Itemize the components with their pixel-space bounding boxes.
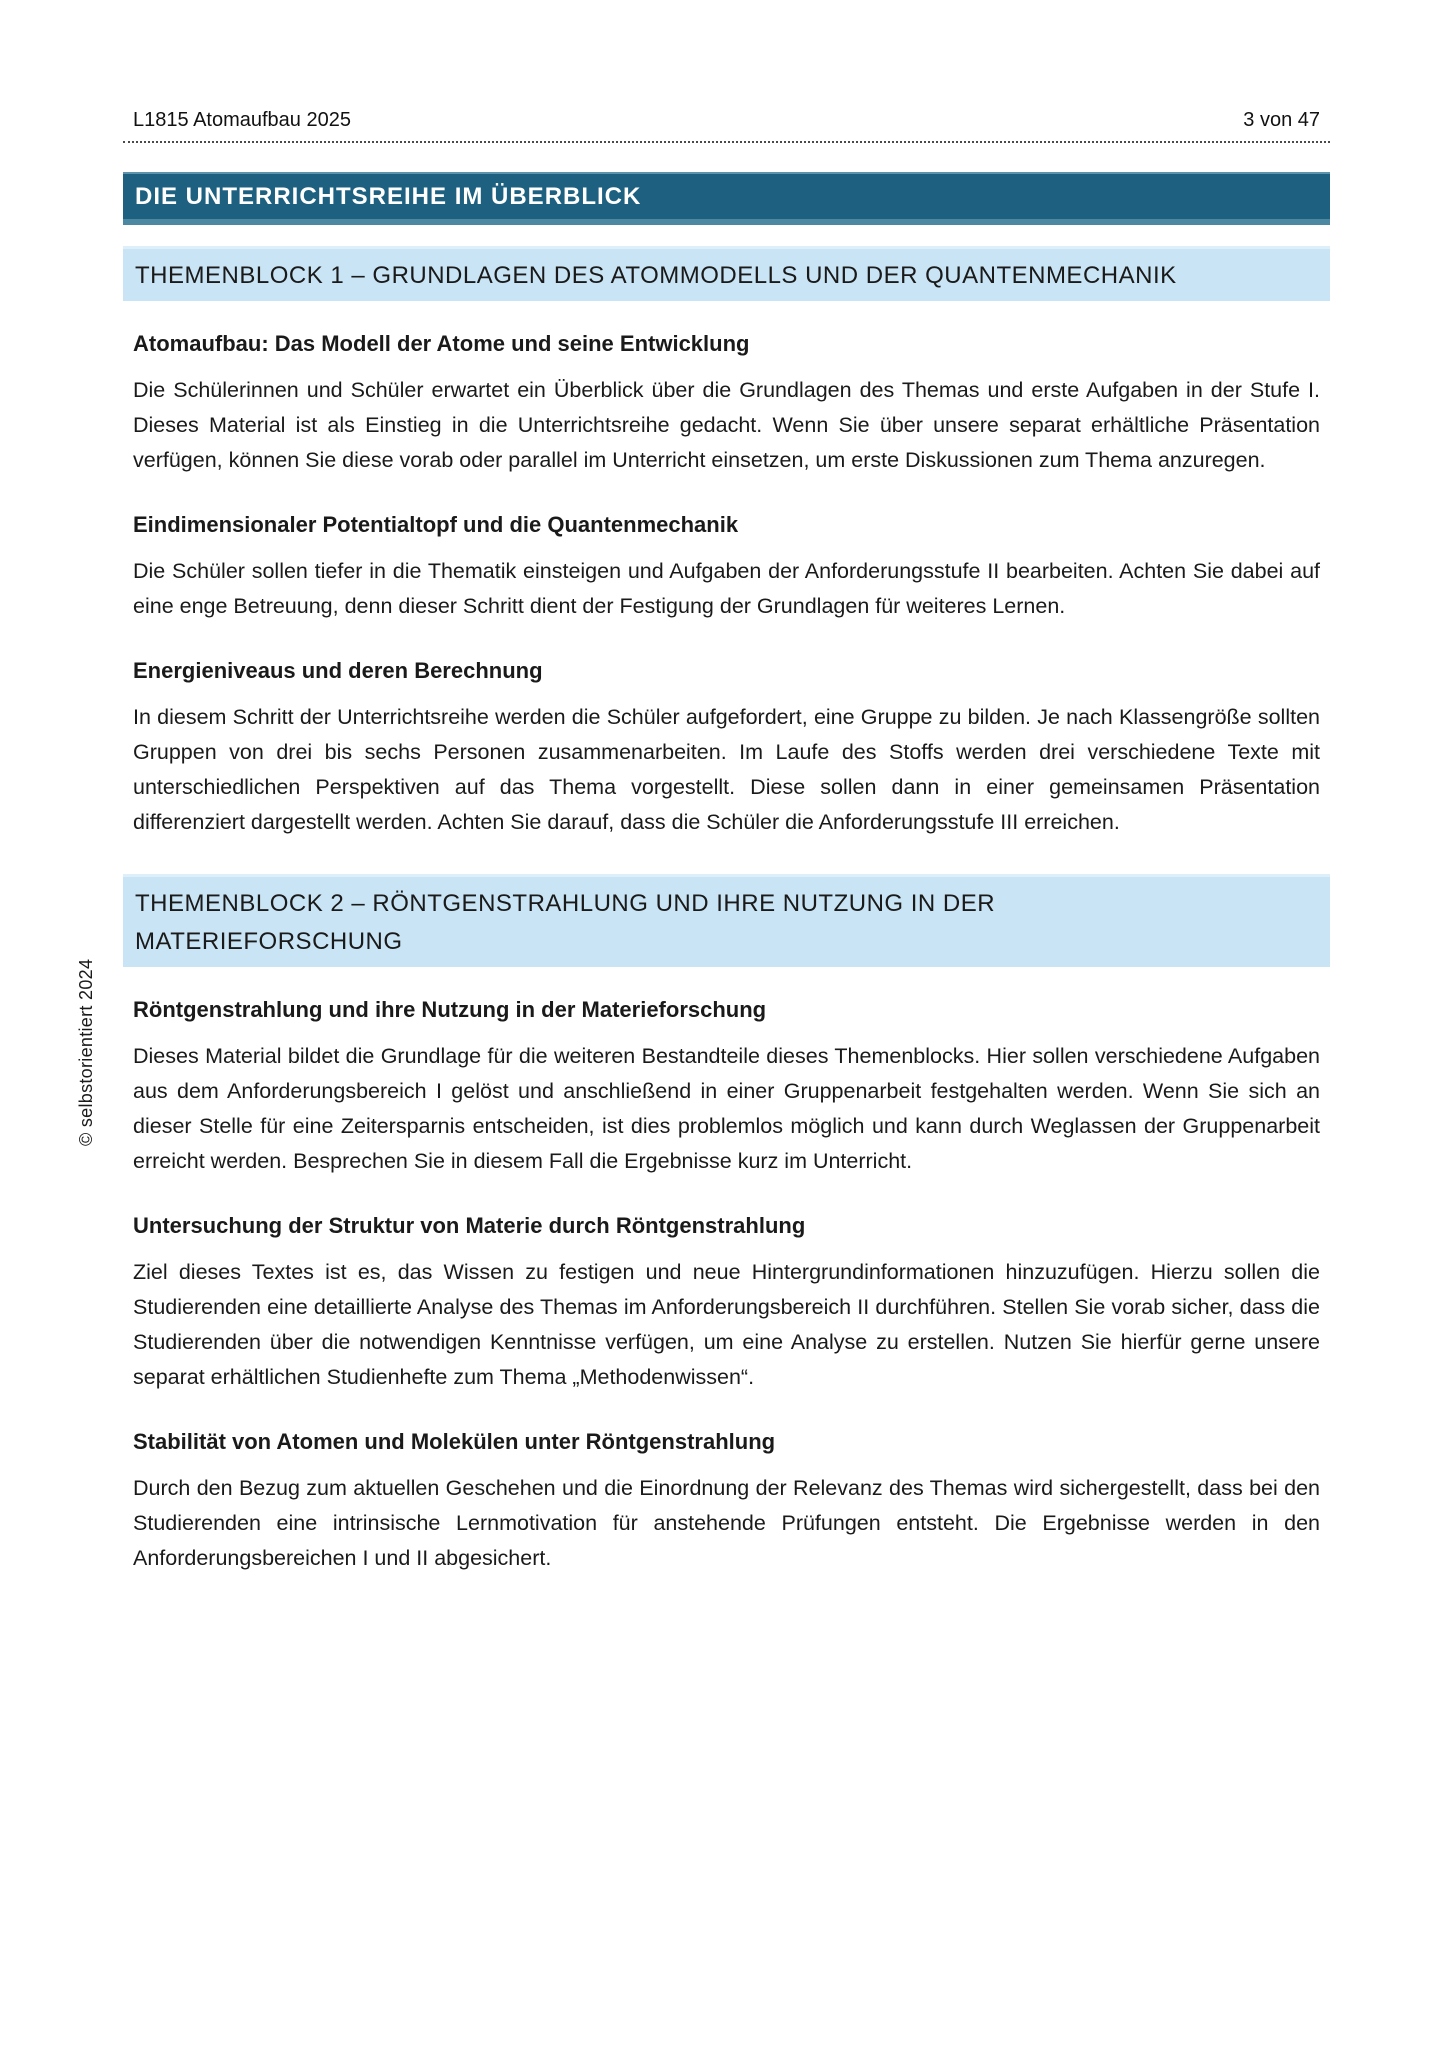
copyright-note: © selbstorientiert 2024 bbox=[76, 958, 96, 1146]
section-atomaufbau bbox=[123, 331, 1330, 478]
section-heading: Untersuchung der Struktur von Materie durch Röntgenstrahlung bbox=[133, 1213, 806, 1238]
header-page-number: 3 von 47 bbox=[1243, 109, 1320, 131]
themenblock-1-title: THEMENBLOCK 1 – GRUNDLAGEN DES ATOMMODELLS UND DER QUANTENMECHANIK bbox=[135, 262, 1177, 289]
themenblock-1-banner bbox=[123, 246, 1330, 301]
section-body: Dieses Material bildet die Grundlage für die weiteren Bestandteile dieses Themenblocks. Hier sollen verschiedene Aufgaben aus dem Anforderungsbereich I gelöst und anschließend in einer Gruppenarbeit festgehalten werden. Wenn Sie sich an dieser Stelle für eine Zeitersparnis entscheiden, ist dies problemlos möglich und kann durch Weglassen der Gruppenarbeit erreicht werden. Besprechen Sie in diesem Fall die Ergebnisse kurz im Unterricht. bbox=[133, 1044, 1320, 1173]
themenblock-2-banner bbox=[123, 874, 1330, 967]
section-heading: Röntgenstrahlung und ihre Nutzung in der Materieforschung bbox=[133, 997, 767, 1022]
section-body: Ziel dieses Textes ist es, das Wissen zu festigen und neue Hintergrundinformationen hinzuzufügen. Hierzu sollen die Studierenden eine detaillierte Analyse des Themas im Anforderungsbereich II durchführen. Stellen Sie vorab sicher, dass die Studierenden über die notwendigen Kenntnisse verfügen, um eine Analyse zu erstellen. Nutzen Sie hierfür gerne unsere separat erhältlichen Studienhefte zum Thema „Methodenwissen“. bbox=[133, 1260, 1320, 1389]
section-heading: Atomaufbau: Das Modell der Atome und seine Entwicklung bbox=[133, 331, 750, 356]
section-body: Die Schüler sollen tiefer in die Thematik einsteigen und Aufgaben der Anforderungsstufe II bearbeiten. Achten Sie dabei auf eine enge Betreuung, denn dieser Schritt dient der Festigung der Grundlagen für weiteres Lernen. bbox=[133, 559, 1320, 618]
themenblock-2-title: THEMENBLOCK 2 – RÖNTGENSTRAHLUNG UND IHRE NUTZUNG IN DER MATERIEFORSCHUNG bbox=[135, 890, 996, 955]
header-doc-code: L1815 Atomaufbau 2025 bbox=[133, 109, 351, 131]
section-potentialtopf bbox=[123, 512, 1330, 624]
page-header bbox=[123, 108, 1330, 143]
section-body: Die Schülerinnen und Schüler erwartet ein Überblick über die Grundlagen des Themas und erste Aufgaben in der Stufe I. Dieses Material ist als Einstieg in die Unterrichtsreihe gedacht. Wenn Sie über unsere separat erhältliche Präsentation verfügen, können Sie diese vorab oder parallel im Unterricht einsetzen, um erste Diskussionen zum Thema anzuregen. bbox=[133, 378, 1320, 472]
themenblock-1 bbox=[123, 246, 1330, 840]
section-body: Durch den Bezug zum aktuellen Geschehen und die Einordnung der Relevanz des Themas wird sichergestellt, dass bei den Studierenden eine intrinsische Lernmotivation für anstehende Prüfungen entsteht. Die Ergebnisse werden in den Anforderungsbereichen I und II abgesichert. bbox=[133, 1476, 1320, 1570]
section-stabilitaet bbox=[123, 1429, 1330, 1576]
section-heading: Eindimensionaler Potentialtopf und die Quantenmechanik bbox=[133, 512, 739, 537]
overview-banner-title: DIE UNTERRICHTSREIHE IM ÜBERBLICK bbox=[135, 183, 642, 210]
section-body: In diesem Schritt der Unterrichtsreihe werden die Schüler aufgefordert, eine Gruppe zu bilden. Je nach Klassengröße sollten Gruppen von drei bis sechs Personen zusammenarbeiten. Im Laufe des Stoffs werden drei verschiedene Texte mit unterschiedlichen Perspektiven auf das Thema vorgestellt. Diese sollen dann in einer gemeinsamen Präsentation differenziert dargestellt werden. Achten Sie darauf, dass die Schüler die Anforderungsstufe III erreichen. bbox=[133, 705, 1320, 834]
section-roentgenstrahlung-nutzung bbox=[123, 997, 1330, 1179]
section-heading: Energieniveaus und deren Berechnung bbox=[133, 658, 543, 683]
section-energieniveaus bbox=[123, 658, 1330, 840]
section-struktur-materie bbox=[123, 1213, 1330, 1395]
themenblock-2 bbox=[123, 874, 1330, 1576]
overview-banner bbox=[123, 172, 1330, 225]
section-heading: Stabilität von Atomen und Molekülen unter Röntgenstrahlung bbox=[133, 1429, 776, 1454]
